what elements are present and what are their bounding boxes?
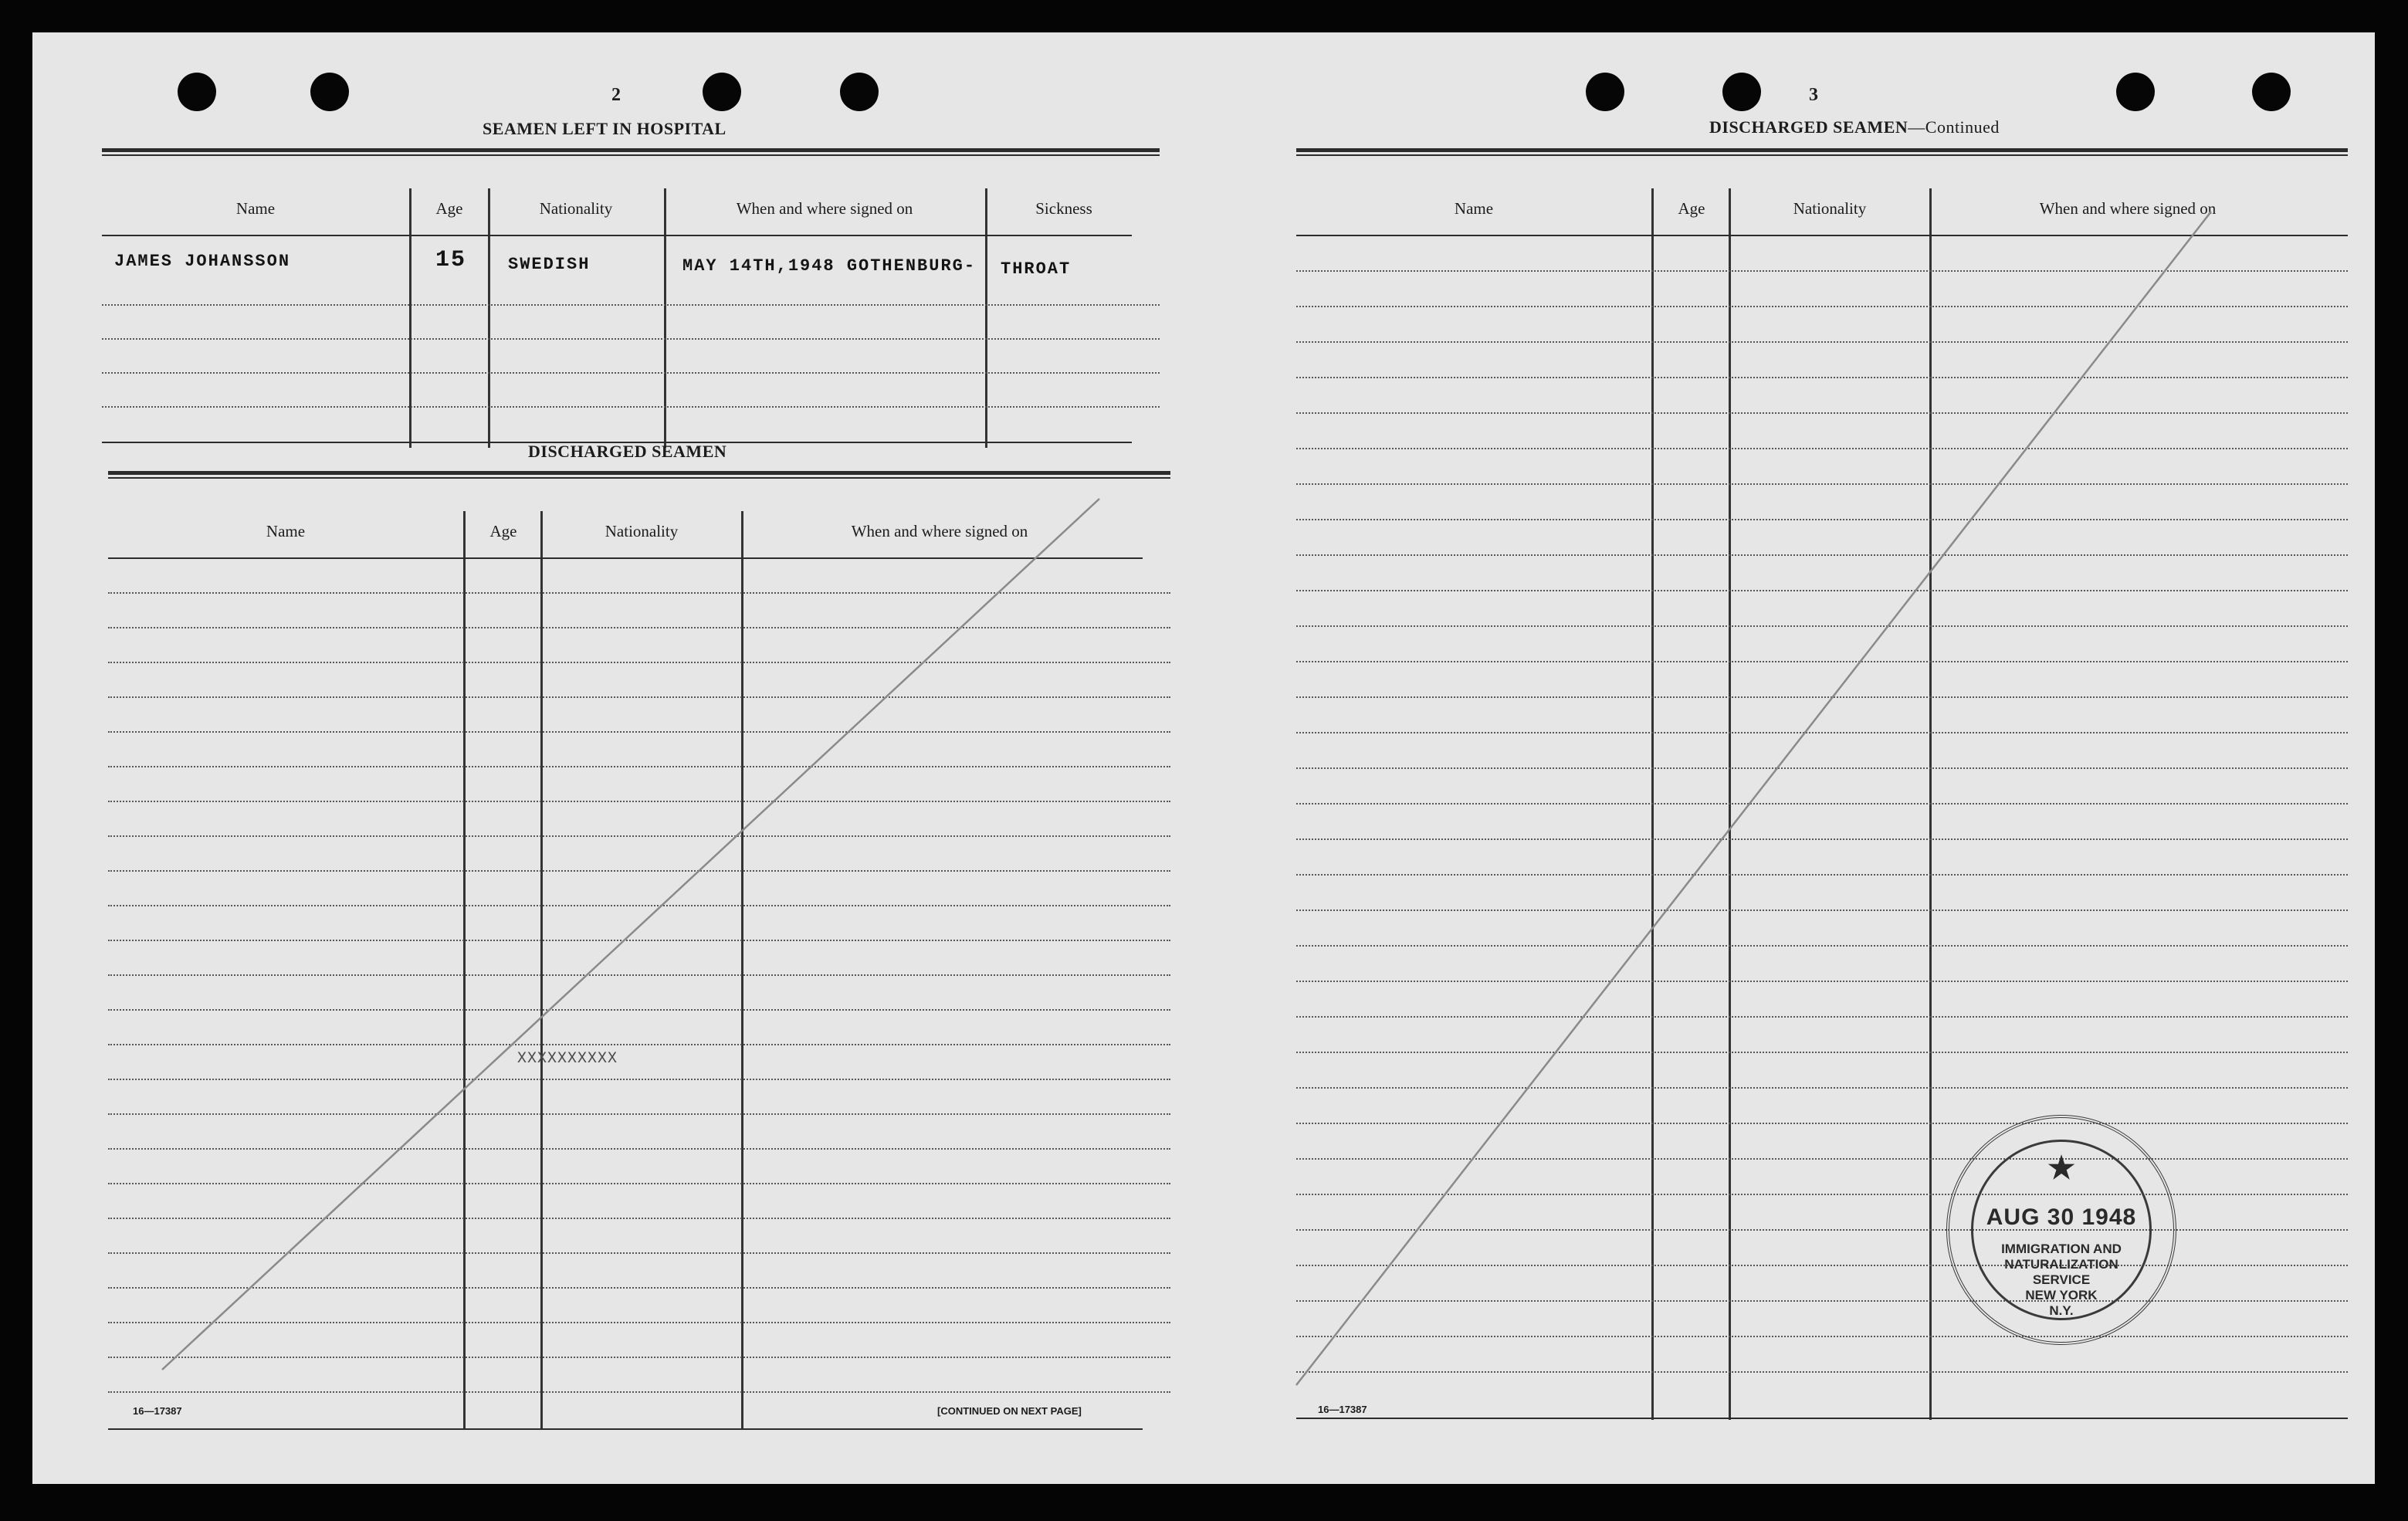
eagle-emblem-icon: ★ — [2047, 1151, 2075, 1185]
column-header-nationality: Nationality — [539, 199, 613, 218]
stamp-line: N.Y. — [2049, 1303, 2074, 1318]
manifest-sheet — [32, 32, 2375, 1484]
hospital-entry-sickness: THROAT — [1001, 259, 1072, 279]
column-header-signed-on: When and where signed on — [736, 199, 913, 218]
stamp-line: NATURALIZATION — [2004, 1257, 2118, 1272]
column-header-name: Name — [1454, 199, 1494, 218]
page-number: 2 — [611, 85, 621, 105]
column-header-nationality: Nationality — [1793, 199, 1867, 218]
title-main: DISCHARGED SEAMEN — [1709, 117, 1908, 137]
column-header-sickness: Sickness — [1035, 199, 1092, 218]
stamp-line: IMMIGRATION AND — [2001, 1242, 2122, 1256]
column-header-age: Age — [1678, 199, 1705, 218]
cancellation-lines — [32, 32, 2375, 1484]
stamp-line: SERVICE — [2032, 1272, 2091, 1287]
struck-out-marker: XXXXXXXXXX — [517, 1050, 618, 1068]
hospital-entry-nationality: SWEDISH — [508, 255, 591, 274]
hospital-entry-age: 15 — [435, 247, 467, 273]
hospital-entry-signed-on: MAY 14TH,1948 GOTHENBURG- — [682, 256, 977, 276]
continued-note: [CONTINUED ON NEXT PAGE] — [937, 1405, 1082, 1417]
form-number: 16—17387 — [1318, 1404, 1367, 1415]
stamp-line: NEW YORK — [2025, 1288, 2098, 1303]
discharged-section-title: DISCHARGED SEAMEN — [528, 442, 727, 461]
column-header-name: Name — [266, 522, 306, 540]
cancellation-stroke — [1296, 212, 2211, 1385]
stamp-date: AUG 30 1948 — [1986, 1204, 2137, 1230]
column-header-name: Name — [235, 199, 276, 218]
page-number: 3 — [1809, 85, 1818, 105]
column-header-nationality: Nationality — [605, 522, 679, 540]
hospital-section-title: SEAMEN LEFT IN HOSPITAL — [483, 119, 726, 138]
form-number: 16—17387 — [133, 1405, 182, 1417]
column-header-signed-on: When and where signed on — [851, 522, 1028, 540]
column-header-signed-on: When and where signed on — [2039, 199, 2217, 218]
cancellation-stroke — [162, 499, 1099, 1370]
hospital-entry-name: JAMES JOHANSSON — [114, 252, 291, 271]
column-header-age: Age — [489, 522, 517, 540]
column-header-age: Age — [435, 199, 463, 218]
title-suffix: —Continued — [1908, 117, 2000, 137]
